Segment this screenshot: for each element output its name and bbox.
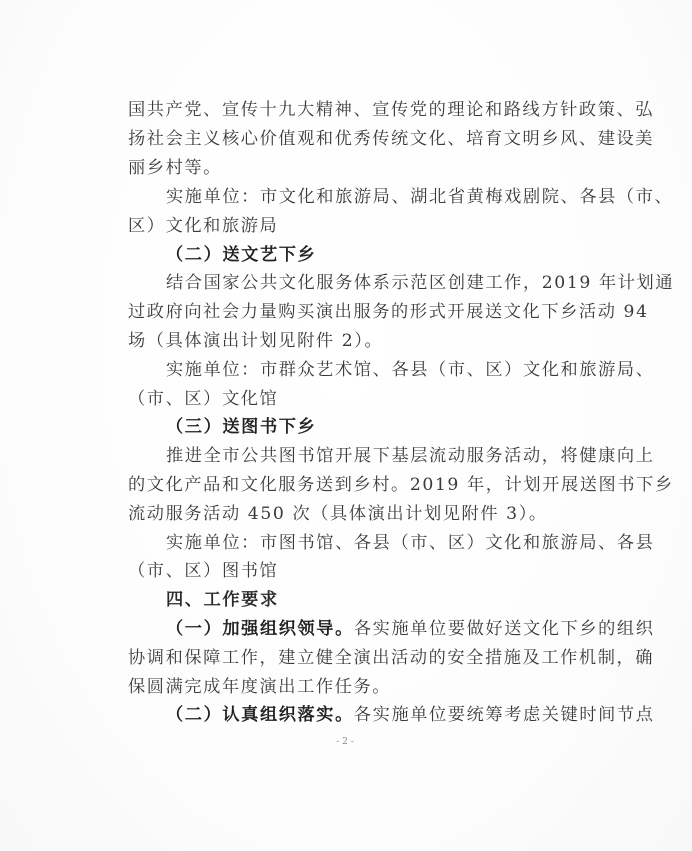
paragraph-line: [166, 704, 655, 726]
paragraph-line: 保圆满完成年度演出工作任务。: [128, 677, 392, 697]
implementing-unit-line: 实施单位：市图书馆、各县（市、区）文化和旅游局、各县: [166, 533, 655, 553]
paragraph-line: 的文化产品和文化服务送到乡村。2019 年，计划开展送图书下乡: [128, 475, 674, 495]
paragraph-line: 扬社会主义核心价值观和优秀传统文化、培育文明乡风、建设美: [128, 129, 655, 149]
paragraph-line: 协调和保障工作，建立健全演出活动的安全措施及工作机制，确: [128, 648, 655, 668]
paragraph-text: 各实施单位要做好送文化下乡的组织: [353, 619, 655, 639]
subsection-title: （二）认真组织落实。: [166, 705, 354, 725]
paragraph-line: [166, 618, 655, 640]
subsection-title: （一）加强组织领导。: [166, 619, 354, 639]
implementing-unit-line: 区）文化和旅游局: [128, 216, 279, 236]
paragraph-line: 场（具体演出计划见附件 2）。: [128, 331, 384, 351]
paragraph-line: 国共产党、宣传十九大精神、宣传党的理论和路线方针政策、弘: [128, 100, 655, 120]
paragraph-line: 结合国家公共文化服务体系示范区创建工作，2019 年计划通: [166, 273, 675, 293]
paragraph-line: 丽乡村等。: [128, 158, 222, 178]
paragraph-line: 推进全市公共图书馆开展下基层流动服务活动，将健康向上: [166, 446, 655, 466]
implementing-unit-line: （市、区）图书馆: [128, 561, 279, 581]
paragraph-line: 流动服务活动 450 次（具体演出计划见附件 3）。: [128, 504, 548, 524]
paragraph-line: 过政府向社会力量购买演出服务的形式开展送文化下乡活动 94: [128, 302, 649, 322]
section-heading: （三）送图书下乡: [166, 417, 317, 437]
paragraph-text: 各实施单位要统筹考虑关键时间节点: [353, 705, 655, 725]
implementing-unit-line: （市、区）文化馆: [128, 389, 279, 409]
section-heading: （二）送文艺下乡: [166, 245, 317, 265]
implementing-unit-line: 实施单位：市文化和旅游局、湖北省黄梅戏剧院、各县（市、: [166, 187, 674, 207]
chapter-heading: 四、工作要求: [166, 590, 279, 610]
page-number: - 2 -: [336, 737, 354, 747]
implementing-unit-line: 实施单位：市群众艺术馆、各县（市、区）文化和旅游局、: [166, 360, 655, 380]
